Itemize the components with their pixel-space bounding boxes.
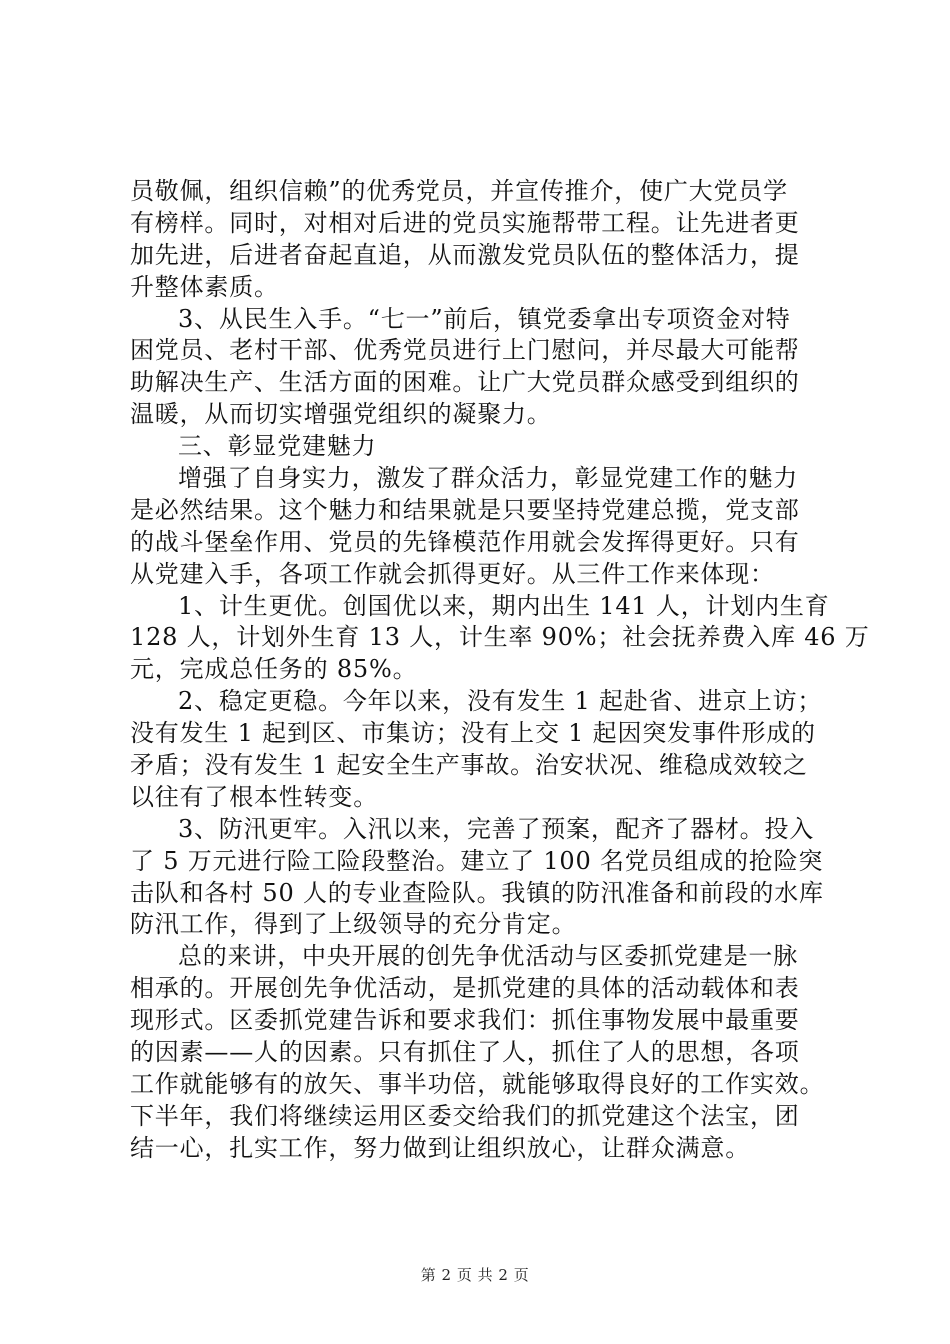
text-line: 升整体素质。 (130, 272, 279, 301)
text-line: 加先进，后进者奋起直追，从而激发党员队伍的整体活力，提 (130, 240, 800, 269)
text-line: 助解决生产、生活方面的困难。让广大党员群众感受到组织的 (130, 368, 800, 397)
text-line: 了 5 万元进行险工险段整治。建立了 100 名党员组成的抢险突 (130, 846, 824, 875)
text-line: 的战斗堡垒作用、党员的先锋模范作用就会发挥得更好。只有 (130, 527, 800, 556)
text-line: 困党员、老村干部、优秀党员进行上门慰问，并尽最大可能帮 (130, 336, 800, 365)
text-line: 1、计生更优。创国优以来，期内出生 141 人，计划内生育 (178, 591, 830, 620)
text-line: 从党建入手，各项工作就会抓得更好。从三件工作来体现： (130, 559, 775, 588)
text-line: 结一心，扎实工作，努力做到让组织放心，让群众满意。 (130, 1133, 750, 1162)
text-line: 工作就能够有的放矢、事半功倍，就能够取得良好的工作实效。 (130, 1069, 825, 1098)
text-line: 元，完成总任务的 85%。 (130, 655, 418, 684)
text-line: 增强了自身实力，激发了群众活力，彰显党建工作的魅力 (178, 464, 798, 493)
text-line: 总的来讲，中央开展的创先争优活动与区委抓党建是一脉 (178, 942, 798, 971)
text-line: 以往有了根本性转变。 (130, 782, 378, 811)
text-line: 相承的。开展创先争优活动，是抓党建的具体的活动载体和表 (130, 974, 800, 1003)
text-line: 3、从民生入手。“七一”前后，镇党委拿出专项资金对特 (178, 304, 791, 333)
text-line: 的因素——人的因素。只有抓住了人，抓住了人的思想，各项 (130, 1038, 800, 1067)
text-line: 128 人，计划外生育 13 人，计生率 90%；社会抚养费入库 46 万 (130, 623, 870, 652)
text-line: 下半年，我们将继续运用区委交给我们的抓党建这个法宝，团 (130, 1101, 800, 1130)
text-line: 击队和各村 50 人的专业查险队。我镇的防汛准备和前段的水库 (130, 878, 824, 907)
page-footer: 第 2 页 共 2 页 (420, 1266, 530, 1284)
text-line: 现形式。区委抓党建告诉和要求我们：抓住事物发展中最重要 (130, 1006, 800, 1035)
text-line: 没有发生 1 起到区、市集访；没有上交 1 起因突发事件形成的 (130, 719, 816, 748)
text-line: 温暖，从而切实增强党组织的凝聚力。 (130, 400, 552, 429)
text-line: 有榜样。同时，对相对后进的党员实施帮带工程。让先进者更 (130, 208, 800, 237)
text-line: 防汛工作，得到了上级领导的充分肯定。 (130, 910, 577, 939)
document-body (130, 176, 870, 1165)
text-line: 是必然结果。这个魅力和结果就是只要坚持党建总揽，党支部 (130, 495, 800, 524)
text-line: 三、彰显党建魅力 (178, 432, 377, 461)
text-line: 3、防汛更牢。入汛以来，完善了预案，配齐了器材。投入 (178, 814, 815, 843)
text-line: 矛盾；没有发生 1 起安全生产事故。治安状况、维稳成效较之 (130, 751, 808, 780)
text-line: 员敬佩，组织信赖”的优秀党员，并宣传推介，使广大党员学 (130, 177, 788, 205)
text-line: 2、稳定更稳。今年以来，没有发生 1 起赴省、进京上访； (178, 687, 823, 716)
